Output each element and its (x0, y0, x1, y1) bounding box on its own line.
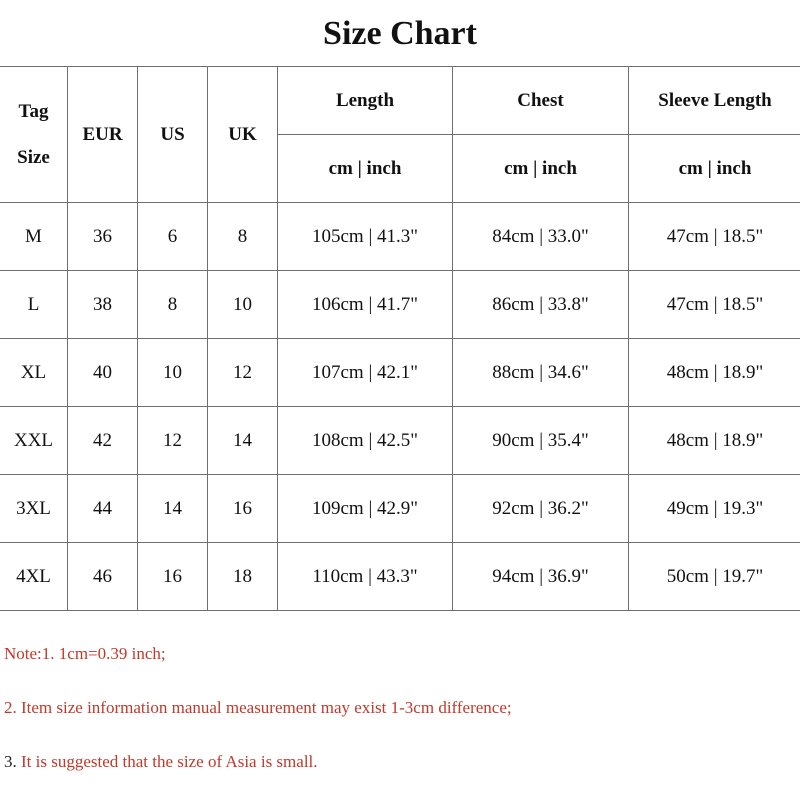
cell-uk: 8 (208, 203, 278, 271)
cell-uk: 18 (208, 543, 278, 611)
table-row (0, 203, 800, 271)
cell-us: 16 (138, 543, 208, 611)
cell-sleeve: 50cm | 19.7" (629, 543, 800, 611)
cell-length: 109cm | 42.9" (278, 475, 453, 543)
cell-us: 6 (138, 203, 208, 271)
cell-sleeve: 49cm | 19.3" (629, 475, 800, 543)
cell-sleeve: 47cm | 18.5" (629, 203, 800, 271)
cell-us: 12 (138, 407, 208, 475)
table-row (0, 543, 800, 611)
header-sleeve-unit: cm | inch (629, 135, 800, 203)
cell-eur: 38 (68, 271, 138, 339)
cell-tag: M (0, 203, 68, 271)
cell-chest: 90cm | 35.4" (453, 407, 629, 475)
cell-length: 108cm | 42.5" (278, 407, 453, 475)
cell-eur: 36 (68, 203, 138, 271)
header-length-unit: cm | inch (278, 135, 453, 203)
header-uk: UK (208, 67, 278, 203)
header-us: US (138, 67, 208, 203)
header-eur: EUR (68, 67, 138, 203)
cell-length: 105cm | 41.3" (278, 203, 453, 271)
cell-chest: 92cm | 36.2" (453, 475, 629, 543)
cell-eur: 40 (68, 339, 138, 407)
header-tag-line2: Size (17, 146, 50, 168)
cell-uk: 14 (208, 407, 278, 475)
cell-length: 106cm | 41.7" (278, 271, 453, 339)
cell-uk: 16 (208, 475, 278, 543)
cell-eur: 44 (68, 475, 138, 543)
table-row (0, 339, 800, 407)
cell-us: 8 (138, 271, 208, 339)
header-sleeve-length: Sleeve Length (629, 67, 800, 135)
size-chart-table (0, 66, 800, 611)
table-row (0, 407, 800, 475)
note-3-number: 3. (4, 752, 17, 771)
cell-sleeve: 48cm | 18.9" (629, 339, 800, 407)
cell-tag: 4XL (0, 543, 68, 611)
header-tag-line1: Tag (18, 100, 49, 122)
cell-sleeve: 47cm | 18.5" (629, 271, 800, 339)
header-length: Length (278, 67, 453, 135)
cell-chest: 84cm | 33.0" (453, 203, 629, 271)
cell-chest: 88cm | 34.6" (453, 339, 629, 407)
cell-tag: XL (0, 339, 68, 407)
note-3-text: It is suggested that the size of Asia is small. (21, 752, 318, 771)
header-tag-size (0, 67, 68, 203)
note-2: 2. Item size information manual measurement may exist 1-3cm difference; (4, 698, 512, 717)
table-row (0, 475, 800, 543)
cell-tag: L (0, 271, 68, 339)
cell-us: 14 (138, 475, 208, 543)
cell-eur: 46 (68, 543, 138, 611)
cell-eur: 42 (68, 407, 138, 475)
note-3 (4, 752, 318, 772)
cell-uk: 10 (208, 271, 278, 339)
cell-sleeve: 48cm | 18.9" (629, 407, 800, 475)
cell-us: 10 (138, 339, 208, 407)
cell-chest: 94cm | 36.9" (453, 543, 629, 611)
page-title: Size Chart (323, 15, 477, 52)
note-1: Note:1. 1cm=0.39 inch; (4, 644, 166, 663)
cell-chest: 86cm | 33.8" (453, 271, 629, 339)
cell-length: 107cm | 42.1" (278, 339, 453, 407)
cell-uk: 12 (208, 339, 278, 407)
cell-length: 110cm | 43.3" (278, 543, 453, 611)
cell-tag: 3XL (0, 475, 68, 543)
header-chest-unit: cm | inch (453, 135, 629, 203)
cell-tag: XXL (0, 407, 68, 475)
table-row (0, 271, 800, 339)
header-chest: Chest (453, 67, 629, 135)
